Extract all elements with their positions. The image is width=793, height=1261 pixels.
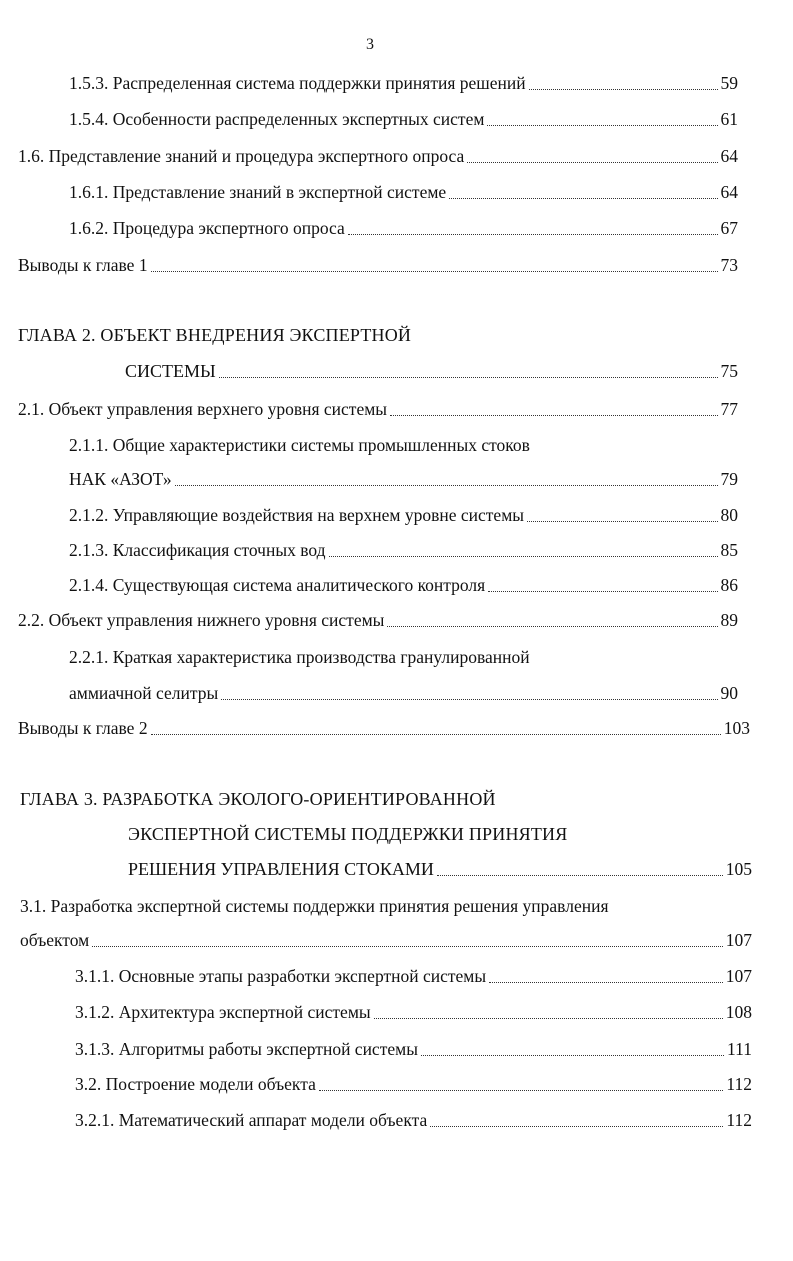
toc-entry-title: 1.5.4. Особенности распределенных экспертных систем — [69, 109, 485, 129]
toc-entry-title: 2.1.3. Классификация сточных вод — [69, 540, 326, 560]
toc-entry-page: 73 — [720, 255, 738, 275]
toc-entry-1-6-2[interactable] — [69, 215, 738, 241]
toc-entry-page: 61 — [720, 109, 738, 129]
toc-entry-chapter-3[interactable] — [128, 856, 752, 882]
toc-entry-2-2-1-line1: 2.2.1. Краткая характеристика производства гранулированной — [69, 647, 530, 667]
toc-dot-leader — [529, 89, 718, 90]
toc-entry-page: 79 — [720, 469, 738, 489]
toc-entry-title: 1.6. Представление знаний и процедура экспертного опроса — [18, 146, 465, 166]
chapter-2-heading: ГЛАВА 2. ОБЪЕКТ ВНЕДРЕНИЯ ЭКСПЕРТНОЙ — [18, 325, 412, 345]
toc-entry-title: 2.1.4. Существующая система аналитического контроля — [69, 575, 486, 595]
toc-entry-page: 67 — [720, 218, 738, 238]
toc-entry-conclusions-2[interactable] — [18, 715, 750, 741]
toc-entry-3-2[interactable] — [75, 1071, 752, 1097]
toc-dot-leader — [151, 734, 721, 735]
toc-dot-leader — [387, 626, 717, 627]
toc-entry-page: 103 — [723, 718, 750, 738]
toc-dot-leader — [421, 1055, 724, 1056]
toc-entry-title: объектом — [20, 930, 90, 950]
toc-entry-page: 86 — [720, 575, 738, 595]
toc-dot-leader — [221, 699, 717, 700]
toc-entry-3-2-1[interactable] — [75, 1107, 752, 1133]
toc-dot-leader — [430, 1126, 723, 1127]
toc-entry-title: 3.1.3. Алгоритмы работы экспертной системы — [75, 1039, 418, 1059]
toc-entry-title: 3.1.1. Основные этапы разработки экспертной системы — [75, 966, 487, 986]
toc-entry-conclusions-1[interactable] — [18, 252, 738, 278]
toc-entry-title: 3.2.1. Математический аппарат модели объекта — [75, 1110, 428, 1130]
toc-entry-title: 2.1.2. Управляющие воздействия на верхнем уровне системы — [69, 505, 525, 525]
toc-entry-3-1[interactable] — [20, 927, 752, 953]
toc-entry-title: 2.1. Объект управления верхнего уровня системы — [18, 399, 388, 419]
toc-entry-page: 85 — [720, 540, 738, 560]
toc-entry-3-1-line1: 3.1. Разработка экспертной системы поддержки принятия решения управления — [20, 896, 609, 916]
toc-entry-page: 89 — [720, 610, 738, 630]
toc-entry-title: 1.5.3. Распределенная система поддержки принятия решений — [69, 73, 526, 93]
toc-dot-leader — [92, 946, 723, 947]
toc-entry-2-2-1[interactable] — [69, 680, 738, 706]
toc-entry-1-5-4[interactable] — [69, 106, 738, 132]
toc-entry-title: 1.6.2. Процедура экспертного опроса — [69, 218, 345, 238]
toc-dot-leader — [319, 1090, 724, 1091]
toc-dot-leader — [489, 982, 723, 983]
toc-entry-1-6-1[interactable] — [69, 179, 738, 205]
toc-entry-title: 2.2. Объект управления нижнего уровня системы — [18, 610, 385, 630]
toc-entry-title: Выводы к главе 2 — [18, 718, 148, 738]
toc-entry-page: 59 — [720, 73, 738, 93]
toc-entry-3-1-1[interactable] — [75, 963, 752, 989]
toc-entry-2-2[interactable] — [18, 607, 738, 633]
toc-entry-page: 64 — [720, 146, 738, 166]
toc-dot-leader — [329, 556, 718, 557]
chapter-3-heading-line2: ЭКСПЕРТНОЙ СИСТЕМЫ ПОДДЕРЖКИ ПРИНЯТИЯ — [128, 824, 568, 844]
toc-entry-page: 107 — [725, 930, 752, 950]
toc-entry-title: 1.6.1. Представление знаний в экспертной системе — [69, 182, 447, 202]
chapter-3-heading-line1: ГЛАВА 3. РАЗРАБОТКА ЭКОЛОГО-ОРИЕНТИРОВАННОЙ — [20, 789, 496, 809]
toc-dot-leader — [487, 125, 717, 126]
toc-entry-page: 77 — [720, 399, 738, 419]
toc-entry-title: 3.1.2. Архитектура экспертной системы — [75, 1002, 371, 1022]
toc-dot-leader — [449, 198, 717, 199]
toc-entry-title: аммиачной селитры — [69, 683, 219, 703]
toc-entry-chapter-2[interactable] — [125, 358, 738, 384]
toc-entry-2-1-2[interactable] — [69, 502, 738, 528]
toc-dot-leader — [348, 234, 718, 235]
toc-entry-title: РЕШЕНИЯ УПРАВЛЕНИЯ СТОКАМИ — [128, 859, 434, 879]
toc-dot-leader — [374, 1018, 723, 1019]
page-number: 3 — [366, 36, 374, 53]
toc-entry-title: СИСТЕМЫ — [125, 361, 216, 381]
toc-entry-page: 90 — [720, 683, 738, 703]
toc-entry-title: 3.2. Построение модели объекта — [75, 1074, 316, 1094]
toc-entry-2-1[interactable] — [18, 396, 738, 422]
toc-entry-page: 80 — [720, 505, 738, 525]
toc-dot-leader — [175, 485, 718, 486]
toc-entry-page: 64 — [720, 182, 738, 202]
toc-dot-leader — [437, 875, 723, 876]
toc-dot-leader — [219, 377, 718, 378]
toc-entry-2-1-1[interactable] — [69, 466, 738, 492]
toc-dot-leader — [467, 162, 717, 163]
toc-entry-1-5-3[interactable] — [69, 70, 738, 96]
toc-entry-3-1-2[interactable] — [75, 999, 752, 1025]
toc-entry-3-1-3[interactable] — [75, 1036, 752, 1062]
toc-entry-page: 107 — [725, 966, 752, 986]
toc-entry-page: 111 — [727, 1039, 752, 1059]
toc-entry-title: Выводы к главе 1 — [18, 255, 148, 275]
toc-dot-leader — [390, 415, 717, 416]
toc-entry-page: 108 — [725, 1002, 752, 1022]
toc-entry-1-6[interactable] — [18, 143, 738, 169]
toc-dot-leader — [527, 521, 717, 522]
toc-entry-page: 105 — [725, 859, 752, 879]
toc-entry-page: 75 — [720, 361, 738, 381]
toc-entry-title: НАК «АЗОТ» — [69, 469, 172, 489]
toc-dot-leader — [488, 591, 717, 592]
toc-entry-page: 112 — [726, 1074, 752, 1094]
toc-entry-2-1-4[interactable] — [69, 572, 738, 598]
toc-entry-2-1-1-line1: 2.1.1. Общие характеристики системы промышленных стоков — [69, 435, 530, 455]
toc-entry-page: 112 — [726, 1110, 752, 1130]
toc-entry-2-1-3[interactable] — [69, 537, 738, 563]
toc-dot-leader — [151, 271, 718, 272]
